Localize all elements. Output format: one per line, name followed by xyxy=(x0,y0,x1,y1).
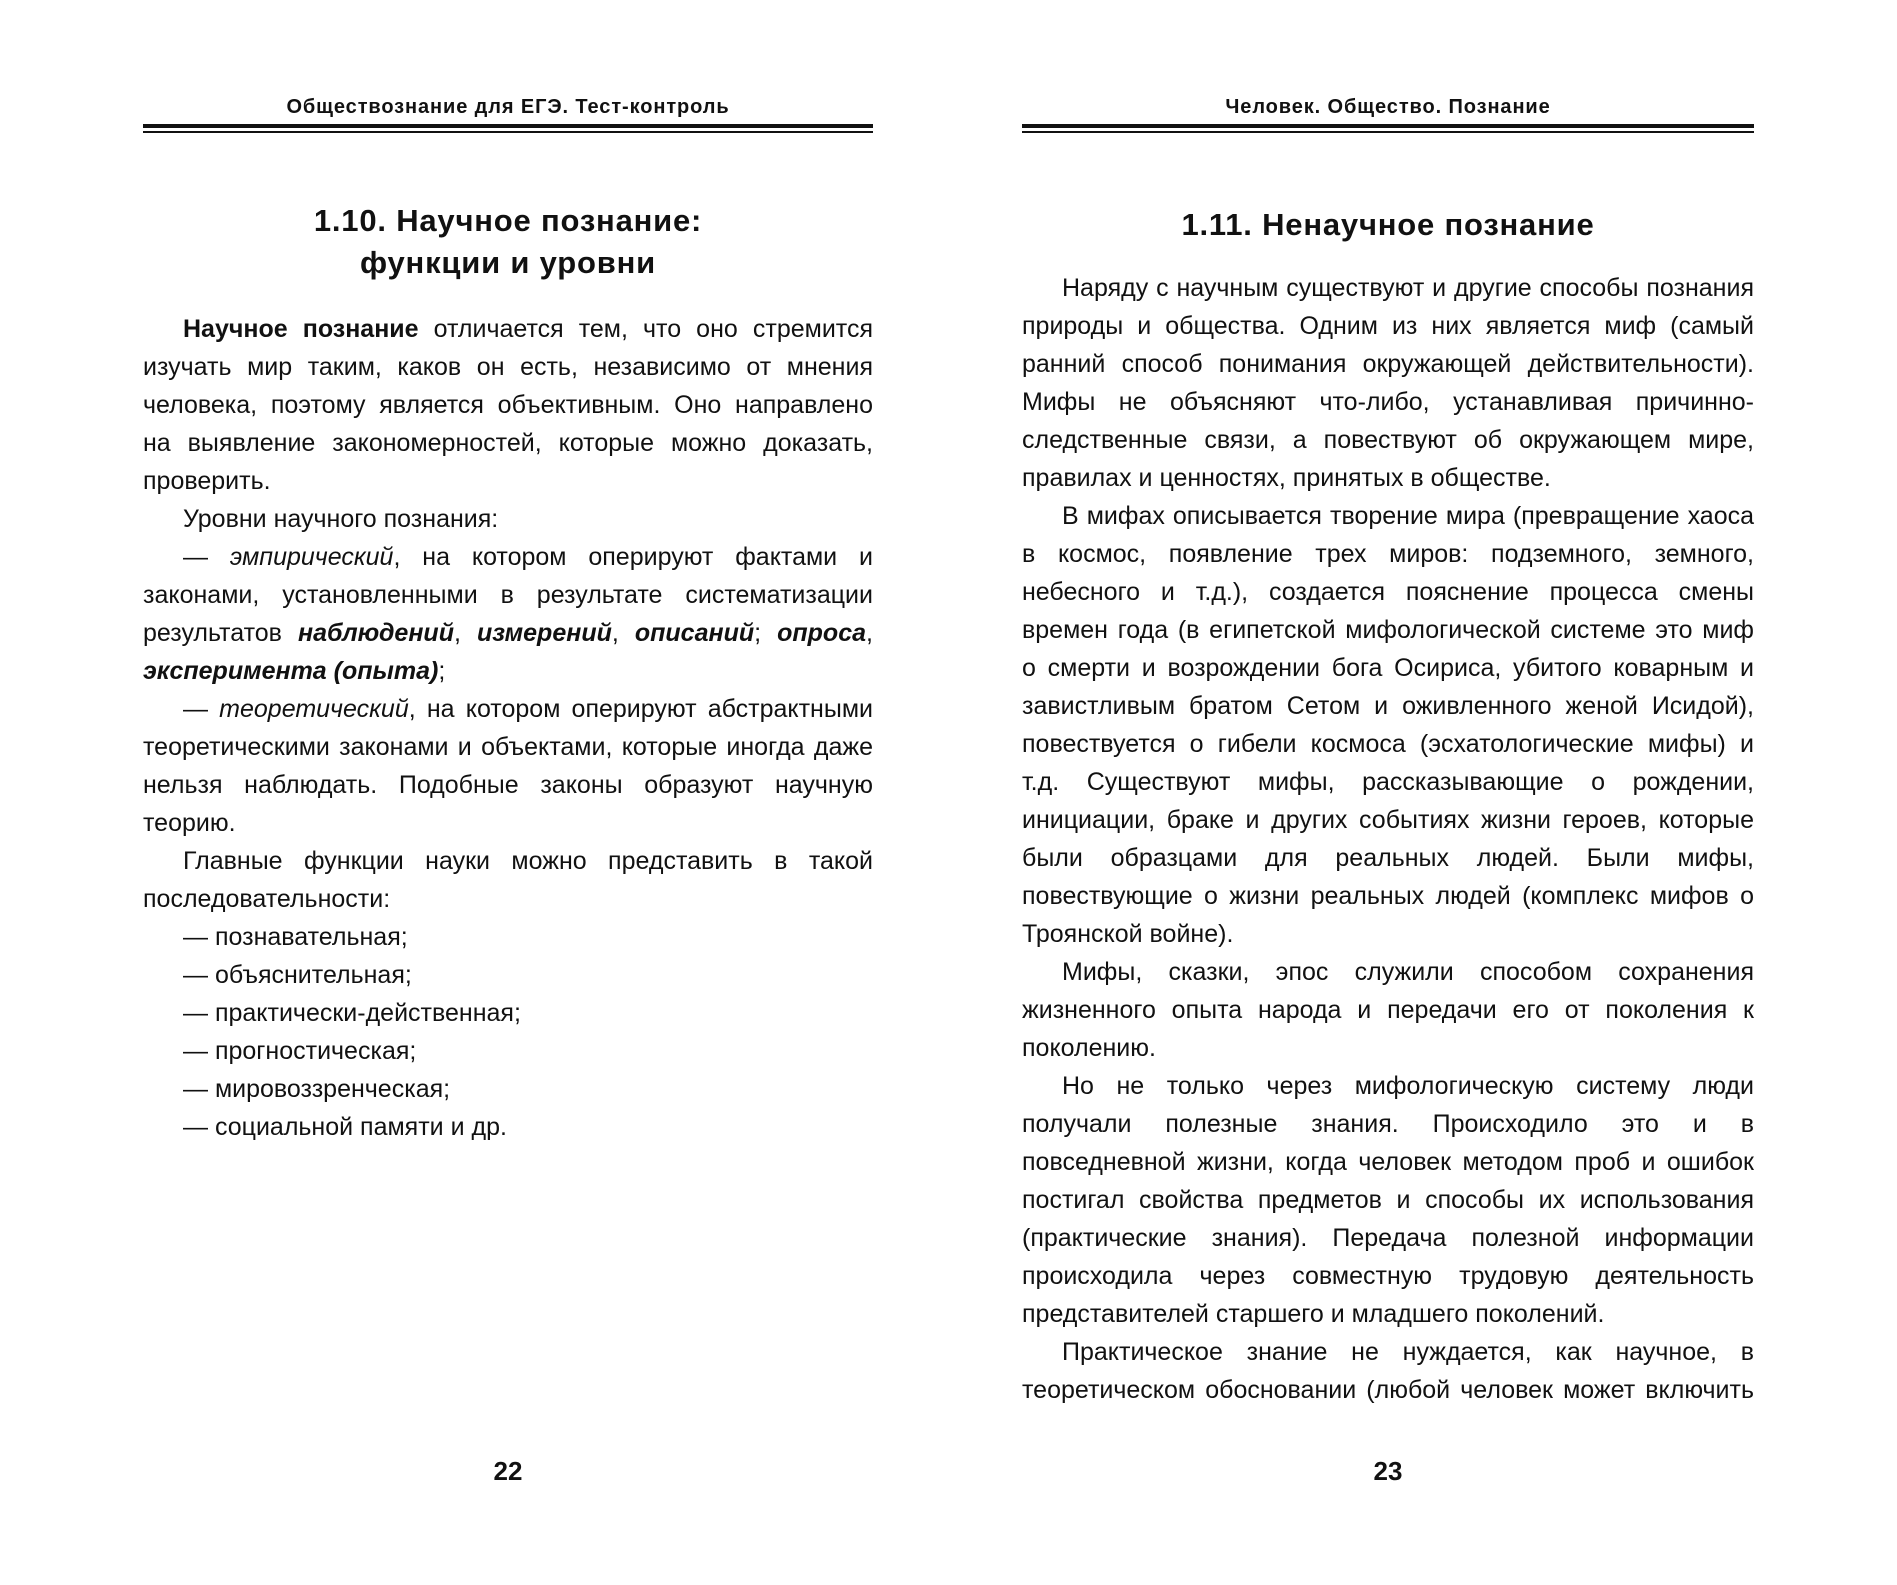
empirical-text: , на котором оперируют фактами и законами, установленными в результате систематизации результатов xyxy=(143,543,873,647)
term-scientific-knowledge: Научное познание xyxy=(183,315,419,343)
function-list-item: — прогностическая; xyxy=(183,1037,417,1065)
separator: ; xyxy=(754,619,778,647)
left-section-title xyxy=(143,200,873,284)
separator: ; xyxy=(438,657,446,685)
left-title-line-2: функции и уровни xyxy=(360,245,656,280)
function-list-item: — объяснительная; xyxy=(183,961,412,989)
dash: — xyxy=(183,695,220,723)
right-paragraph-5: Практическое знание не нуждается, как научное, в теоретическом обосновании (любой человек может включить xyxy=(1022,1338,1754,1404)
right-section-title: 1.11. Ненаучное познание xyxy=(1181,207,1595,242)
right-paragraph-2: В мифах описывается творение мира (превращение хаоса в космос, появление трех миров: подземного, земного, небесного и т.д.), создается пояснение процесса смены времен года (в египетской мифологической системе это миф о смерти и возрождении бога Осириса, убитого коварным и завистливым братом Сетом и оживленного женой Исидой), повествуется о гибели космоса (эсхатологические мифы) и т.д. Существуют мифы, рассказывающие о рождении, инициации, браке и других событиях жизни героев, которые были образцами для реальных людей. Были мифы, повествующие о жизни реальных людей (комплекс мифов о Троянской войне). xyxy=(1022,502,1754,948)
left-paragraph-functions-intro: Главные функции науки можно представить в такой последовательности: xyxy=(143,847,873,913)
separator: , xyxy=(453,619,477,647)
left-page-number: 22 xyxy=(493,1456,523,1486)
separator: , xyxy=(611,619,635,647)
theoretical-text: , на котором оперируют абстрактными теоретическими законами и объектами, которые иногда даже нельзя наблюдать. Подобные законы образуют научную теорию. xyxy=(143,695,873,837)
function-list-item: — социальной памяти и др. xyxy=(183,1113,507,1141)
left-title-line-1: 1.10. Научное познание: xyxy=(313,203,703,238)
function-list-item: — практически-действенная; xyxy=(183,999,521,1027)
term-descriptions: описаний xyxy=(634,619,755,647)
function-list-item: — познавательная; xyxy=(183,923,408,951)
left-paragraph-1 xyxy=(143,310,873,500)
right-page xyxy=(1022,0,1754,1585)
left-body-text xyxy=(143,310,873,1146)
right-paragraph-4: Но не только через мифологическую систему люди получали полезные знания. Происходило это и в повседневной жизни, когда человек методом проб и ошибок постигал свойства предметов и способы их использования (практические знания). Передача полезной информации происходила через совместную трудовую деятельность представителей старшего и младшего поколений. xyxy=(1022,1072,1754,1328)
right-body-text xyxy=(1022,269,1754,1409)
term-empirical: эмпирический xyxy=(229,543,394,571)
left-header-rule xyxy=(143,124,873,134)
term-experiment: эксперимента (опыта) xyxy=(143,657,439,685)
function-list-item: — мировоззренческая; xyxy=(183,1075,451,1103)
right-paragraph-1: Наряду с научным существуют и другие способы познания природы и общества. Одним из них является миф (самый ранний способ понимания окружающей действительности). Мифы не объясняют что-либо, устанавливая причинно-следственные связи, а повествуют об окружающем мире, правилах и ценностях, принятых в обществе. xyxy=(1022,274,1754,492)
right-header-rule xyxy=(1022,124,1754,134)
right-paragraph-3: Мифы, сказки, эпос служили способом сохранения жизненного опыта народа и передачи его от поколения к поколению. xyxy=(1022,958,1754,1062)
dash: — xyxy=(183,543,230,571)
right-page-number: 23 xyxy=(1373,1456,1403,1486)
left-paragraph-2: Уровни научного познания: xyxy=(183,505,499,533)
left-page xyxy=(143,0,873,1585)
term-observations: наблюдений xyxy=(297,619,454,647)
right-running-head: Человек. Общество. Познание xyxy=(1225,96,1551,118)
term-survey: опроса xyxy=(777,619,867,647)
left-running-head: Обществознание для ЕГЭ. Тест-контроль xyxy=(286,96,730,118)
left-paragraph-1-text: отличается тем, что оно стремится изучать мир таким, каков он есть, независимо от мнения человека, поэтому является объективным. Оно направлено на выявление закономерностей, которые можно доказать, проверить. xyxy=(143,315,873,495)
term-theoretical: теоретический xyxy=(219,695,409,723)
left-paragraph-theoretical xyxy=(143,690,873,842)
term-measurements: измерений xyxy=(476,619,612,647)
left-paragraph-empirical xyxy=(143,538,873,690)
separator: , xyxy=(866,619,873,647)
